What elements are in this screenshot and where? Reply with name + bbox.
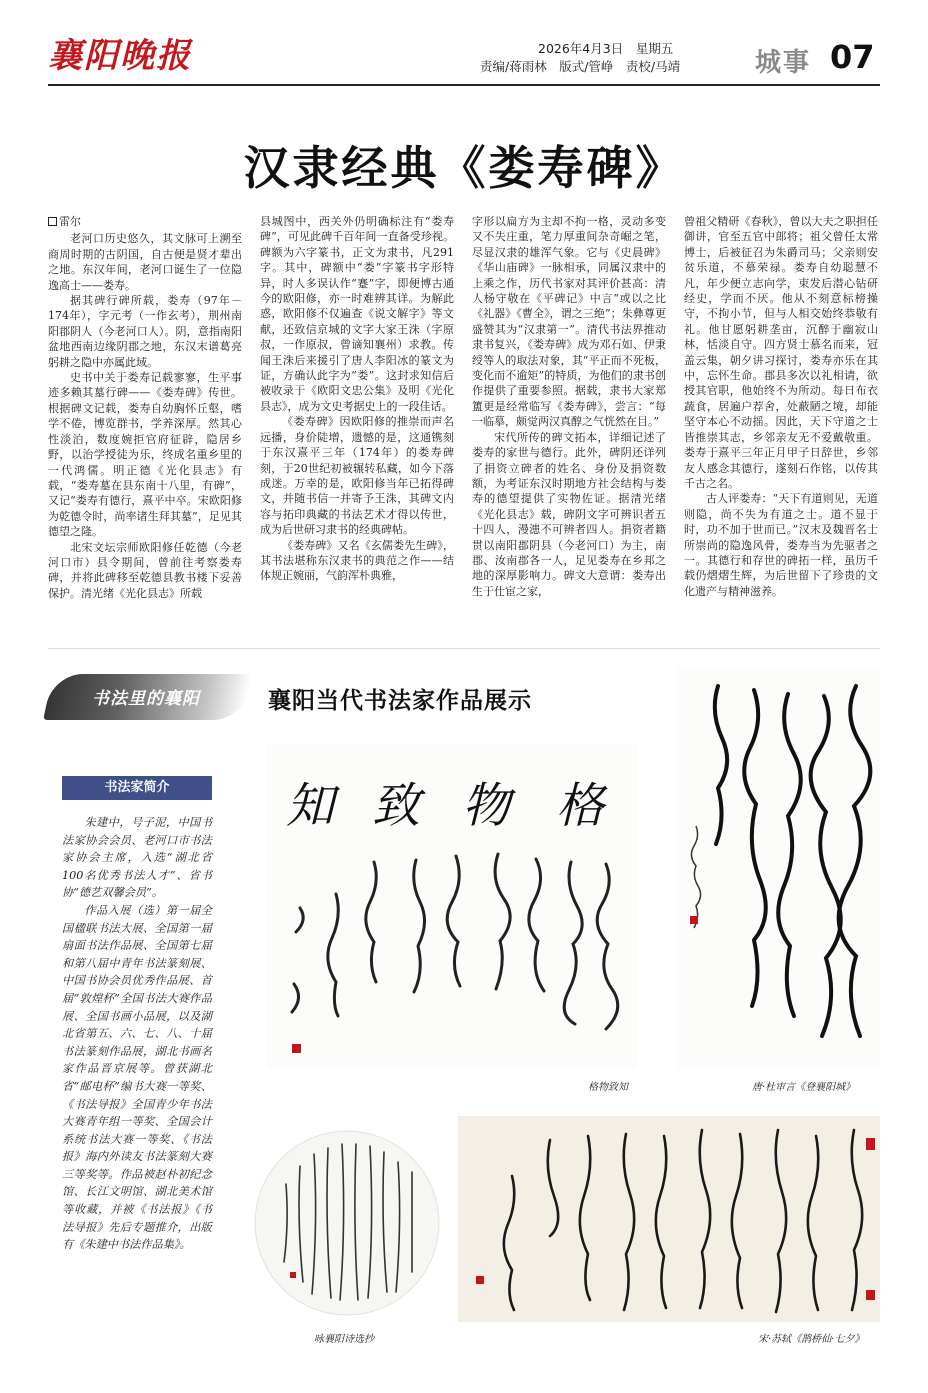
masthead-rule (48, 84, 880, 86)
seal-stamp (290, 1272, 296, 1278)
paragraph: 字形以扁方为主却不拘一格，灵动多变又不失庄重，笔力厚重间杂奇崛之笔，尽显汉隶的雄浑气象。它与《史晨碑》《华山庙碑》一脉相承，同属汉隶中的上乘之作，历代书家对其评价甚高：清人杨守敬在《平碑记》中言“或以之比《礼器》《曹全》，谓之三绝”；朱彝尊更盛赞其为“汉隶第一”。清代书法界推动隶书复兴，《娄寿碑》成为邓石如、伊秉绶等人的取法对象，其“平正而不死板，变化而不逾矩”的特质，为他们的隶书创作提供了重要参照。据载，隶书大家郑簠更是经常临写《娄寿碑》，尝言：“每一临摹，颇觉两汉真醇之气恍然在目。” (472, 215, 666, 429)
masthead (0, 0, 928, 92)
large-title-chars (286, 778, 608, 834)
issue-date: 2026年4月3日 星期五 (538, 41, 674, 56)
editor-credits: 责编/蒋雨林 版式/管峥 责校/马靖 (480, 59, 681, 74)
artwork-deng-xiangyang-cheng (676, 666, 880, 1068)
caption-work-4: 宋·苏轼《鹊桥仙·七夕》 (758, 1334, 865, 1345)
seal-stamp (866, 1138, 875, 1150)
artist-bio (62, 814, 212, 1254)
caption-work-2: 唐·杜审言《登襄阳城》 (752, 1082, 856, 1093)
seal-stamp (690, 916, 698, 924)
section-name: 城事 (755, 48, 812, 78)
bio-paragraph: 朱建中，号子泥，中国书法家协会会员、老河口市书法家协会主席，入选“湖北省100名优秀书法人才”、省书协“德艺双馨会员”。 (62, 816, 212, 900)
paragraph: 古人评娄寿：“天下有道则见，无道则隐，尚不失为有道之士。道不显于时，功不加于世而已。”汉末及魏晋名士所崇尚的隐逸风骨，娄寿当为先驱者之一。其德行和存世的碑拓一样，虽历千载仍熠熠生辉，为后世留下了珍贵的文化遗产与精神滋养。 (684, 492, 878, 598)
article-column-4 (684, 214, 878, 599)
page-number: 07 (830, 38, 875, 76)
author-name: 雷尔 (59, 215, 81, 228)
paragraph: 北宋文坛宗师欧阳修任乾德（今老河口市）县令期间，曾前往考察娄寿碑，并将此碑移至乾德县教书楼下妥善保护。清光绪《光化县志》所载 (48, 540, 242, 600)
paragraph: 《娄寿碑》因欧阳修的推崇而声名远播，身价陡增，遗憾的是，这通镌刻于东汉熹平三年（174年）的娄寿碑刻，于20世纪初被辗转私藏，如今下落成迷。万幸的是，欧阳修当年已拓得碑文，并随书信一并寄予王洙，其碑文内容与拓印典藏的书法艺术才得以传世，成为后世研习隶书的经典碑帖。 (260, 415, 454, 537)
calligraphy-image (676, 666, 880, 1068)
seal-stamp (866, 1290, 875, 1300)
paragraph: 宋代所传的碑文拓本，详细记述了娄寿的家世与德行。此外，碑阴还详列了捐资立碑者的姓名、身份及捐资数额，为考证东汉时期地方社会结构与娄寿的德望提供了实物佐证。据清光绪《光化县志》载，碑阴文字可辨识者五十四人，漫漶不可辨者四人。捐资者籍贯以南阳郡阴县（今老河口）为主，南郡、汝南郡各一人，足见娄寿在乡邦之地的深厚影响力。碑文大意谓：娄寿出生于仕宦之家， (472, 430, 666, 598)
paragraph: 曾祖父精研《春秋》，曾以大夫之职担任御讲，官至五官中郎将；祖父曾任太常博士，后被征召为朱爵司马；父亲则安贫乐道，不慕荣禄。娄寿自幼聪慧不凡，年少便立志向学，束发后潜心钻研经史，学而不厌。他从不刻意标榜操守，不拘小节，但与人相交始终恭敬有礼。他甘愿躬耕垄亩，沉醉于幽寂山林，恬淡自守。四方贤士慕名而来，冠盖云集，朝夕讲习探讨，娄寿亦乐在其中，忘怀生命。郡县多次以礼相请，欲授其官职，他始终不为所动。每日布衣蔬食，居遍户荐舍，处蔽陋之境，却能坚守本心不动摇。因此，天下守道之士皆推崇其志，乡邻亲友无不爱戴敬重。娄寿于熹平三年正月甲子日辞世，乡邻友人感念其德行，遂刻石作铭，以传其千古之名。 (684, 215, 878, 490)
title-char: 知 (286, 778, 335, 834)
issue-meta (480, 40, 680, 76)
caption-work-3: 咏襄阳诗选抄 (314, 1334, 374, 1345)
article-column-2 (260, 214, 454, 584)
bio-paragraph: 作品入展（选）第一届全国楹联书法大展、全国第一届扇面书法作品展、全国第七届和第八届中青年书法篆刻展、中国书协会员优秀作品展、首届“敦煌杯”全国书法大赛作品展、全国书画小品展，以及湖北省第五、六、七、八、十届书法篆刻作品展，湖北书画名家作品晋京展等。曾获湖北省“邮电杯”编书大赛一等奖、《书法导报》全国青少年书法大赛青年组一等奖、全国会计系统书法大赛一等奖、《书法报》海内外读友书法篆刻大赛三等奖等。作品被赵朴初纪念馆、长江文明馆、湖北美术馆等收藏，并被《书法报》《书法导报》先后专题推介，出版有《朱建中书法作品集》。 (62, 903, 212, 1252)
seal-stamp (292, 1044, 301, 1053)
byline (48, 214, 242, 229)
paragraph: 《娄寿碑》又名《玄儒娄先生碑》，其书法堪称东汉隶书的典范之作——结体规正婉丽，气韵浑朴典雅， (260, 538, 454, 583)
seal-stamp (476, 1276, 484, 1284)
paragraph: 史书中关于娄寿记载寥寥，生平事迹多赖其墓行碑——《娄寿碑》传世。根据碑文记载，娄寿自幼胸怀丘壑，嗜学不倦，博览群书，学养深厚。然其心性淡泊，数度婉拒官府征辟，隐居乡野，以治学授徒为乐，终成名重乡里的一代鸿儒。明正德《光化县志》有载，“娄寿墓在县东南十八里，有碑”，又记“娄寿有德行，熹平中卒。宋欧阳修为乾德令时，尚率诸生拜其墓”，足见其德望之隆。 (48, 371, 242, 539)
section-divider (48, 648, 880, 649)
calligraphy-image (266, 744, 638, 1069)
cursive-strokes (715, 686, 871, 1036)
article-column-3 (472, 214, 666, 599)
cursive-strokes (292, 854, 618, 1029)
paragraph: 据其碑行碑所载，娄寿（97年－174年），字元考（一作玄考），荆州南阳郡阴人（今老河口人）。阴，意指南阳盆地西南边缘阴郡之地，东汉末谱葛亮躬耕之隐中亦属此域。 (48, 294, 242, 369)
artwork-que-qiao-xian (458, 1116, 880, 1322)
column-logo-text: 书法里的襄阳 (92, 689, 200, 709)
caption-work-1: 格物致知 (588, 1082, 628, 1093)
bio-heading: 书法家简介 (62, 776, 212, 800)
artwork-gewu-zhizhi (266, 744, 638, 1069)
paragraph: 老河口历史悠久，其文脉可上溯至商周时期的古阴国，自古便是贤才辈出之地。东汉年间，老河口诞生了一位隐逸高士——娄寿。 (48, 232, 242, 292)
headline: 汉隶经典《娄寿碑》 (243, 141, 685, 195)
article-body (48, 214, 880, 614)
title-char: 物 (462, 778, 511, 834)
column-logo (48, 666, 258, 734)
signature-strokes (691, 826, 700, 928)
artwork-yong-xiangyang-shi (252, 1122, 442, 1324)
calligraphy-image (252, 1122, 442, 1324)
cursive-strokes (504, 1130, 862, 1312)
article-column-1 (48, 214, 242, 601)
calligraphy-image (458, 1116, 880, 1322)
title-char: 致 (372, 778, 421, 834)
newspaper-logo: 襄阳晚报 (48, 36, 192, 76)
section-title: 襄阳当代书法家作品展示 (268, 687, 532, 714)
paragraph: 县城图中，西关外仍明确标注有“娄寿碑”，可见此碑千百年间一直备受珍视。碑额为六字篆书，正文为隶书，凡291字。其中，碑额中“娄”字篆书字形特异，时人多误认作“蹇”字，即便博古通今的欧阳修，亦一时难辨其详。为解此惑，欧阳修不仅遍查《说文解字》等文献，还致信京城的文字大家王洙（字原叔，一作原叔，曾谪知襄州）求教。传闻王洙后来援引了唐人李阳冰的篆文为证，方确认此字为“娄”。这封求知信后被收录于《欧阳文忠公集》及明《光化县志》，成为文史考据史上的一段佳话。 (260, 215, 454, 413)
title-char: 格 (556, 778, 605, 834)
